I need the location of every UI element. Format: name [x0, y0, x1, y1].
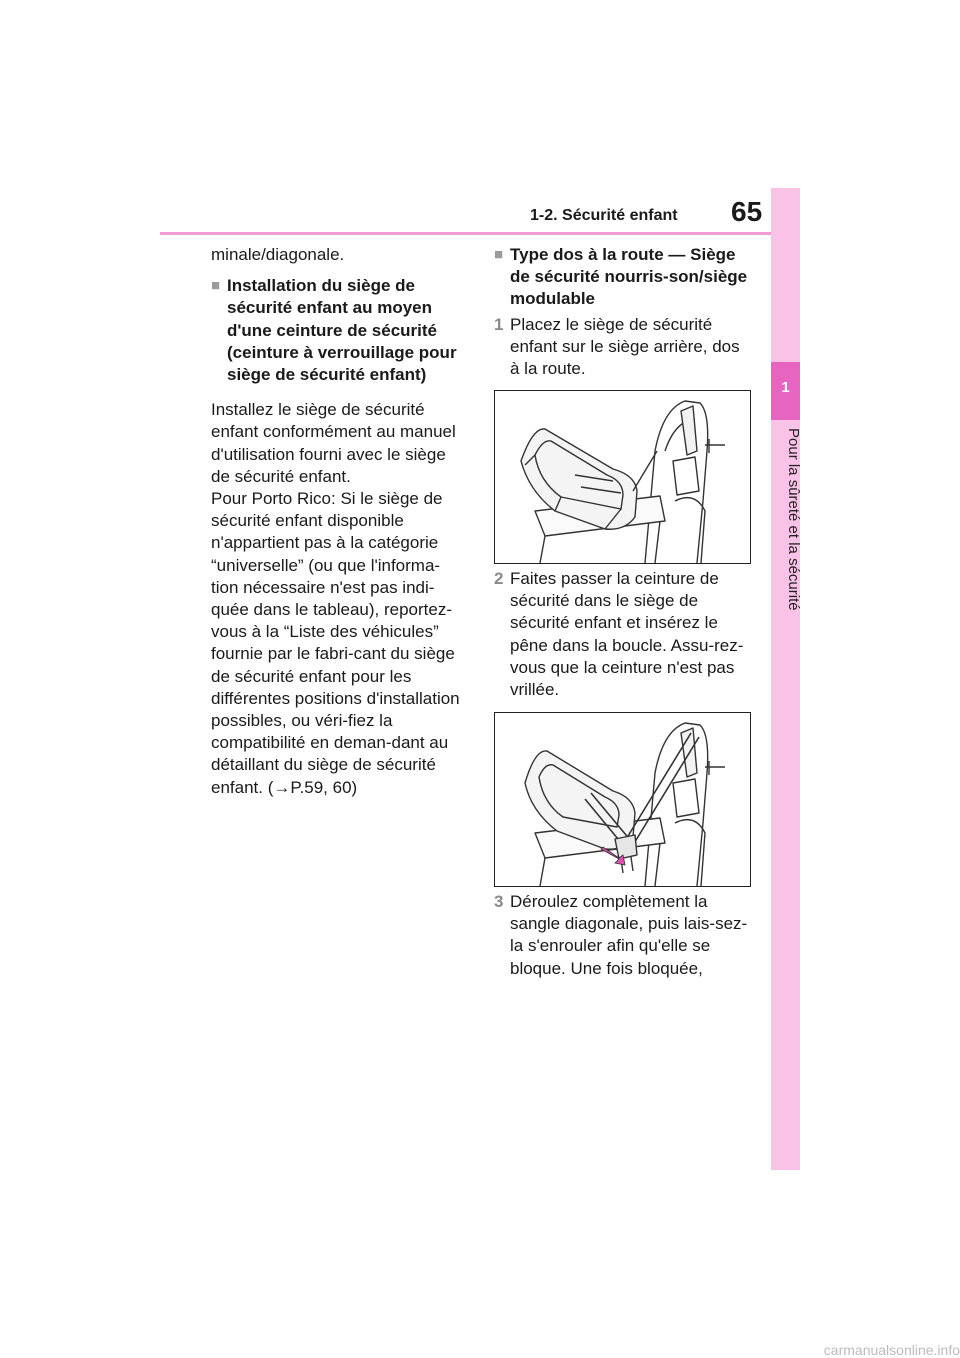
step-text: Faites passer la ceinture de sécurité dans le siège de sécurité enfant et insérez le pêne dans la boucle. Assu-rez-vous que la ceinture n'est pas vrillée. — [510, 569, 744, 700]
step-1 — [494, 314, 750, 381]
chapter-title: Pour la sûreté et la sécurité — [785, 428, 802, 611]
header-divider — [160, 232, 772, 235]
section-title: 1-2. Sécurité enfant — [530, 207, 678, 224]
section-heading — [211, 275, 463, 386]
body-paragraph: Installez le siège de sécurité enfant conformément au manuel d'utilisation fourni avec le siège de sécurité enfant. — [211, 400, 456, 486]
step-number: 2 — [494, 569, 504, 588]
page-reference-link[interactable]: (→P.59, 60) — [267, 777, 358, 797]
page-number: 65 — [731, 196, 763, 227]
step-text: Placez le siège de sécurité enfant sur le siège arrière, dos à la route. — [510, 314, 740, 379]
square-bullet-icon: ■ — [211, 277, 221, 295]
right-column-step-2 — [494, 568, 750, 701]
square-bullet-icon: ■ — [494, 246, 504, 263]
right-column-step-3 — [494, 891, 750, 980]
illustration-belt-routing — [494, 712, 751, 887]
step-text: Déroulez complètement la sangle diagonale, puis lais-sez-la s'enrouler afin qu'elle se bloque. Une fois bloquée, — [510, 892, 748, 978]
left-column — [211, 244, 463, 799]
rear-facing-seat-illustration — [495, 391, 750, 563]
step-2 — [494, 568, 750, 701]
chapter-number: 1 — [781, 379, 790, 396]
step-3 — [494, 891, 750, 980]
right-column — [494, 244, 750, 380]
step-number: 3 — [494, 892, 504, 911]
body-paragraph-puerto-rico — [211, 488, 463, 799]
heading-text: Installation du siège de sécurité enfant au moyen d'une ceinture de sécurité (ceinture à verrouillage pour siège de sécurité enfant) — [227, 276, 457, 385]
watermark: carmanualsonline.info — [823, 1342, 960, 1358]
belt-buckle-illustration — [495, 713, 750, 886]
chapter-tab — [771, 188, 800, 1170]
arrow-right-icon: → — [273, 777, 291, 797]
body-text: Pour Porto Rico: Si le siège de sécurité enfant disponible n'appartient pas à la catégorie “universelle” (ou que l'informa-tion nécessaire n'est pas indi-quée dans le tableau), reportez-vous à la “Liste des véhicules” fournie par le fabri-cant du siège de sécurité enfant pour les différentes positions d'installation possibles, ou véri-fiez la compatibilité en deman-dant au détaillant du siège de sécurité enfant. — [211, 489, 460, 797]
continuation-text: minale/diagonale. — [211, 245, 345, 264]
illustration-seat-placement — [494, 390, 751, 564]
step-number: 1 — [494, 314, 504, 334]
subsection-heading: ■ Type dos à la route — Siège de sécurité nourris-son/siège modulable — [494, 244, 750, 311]
